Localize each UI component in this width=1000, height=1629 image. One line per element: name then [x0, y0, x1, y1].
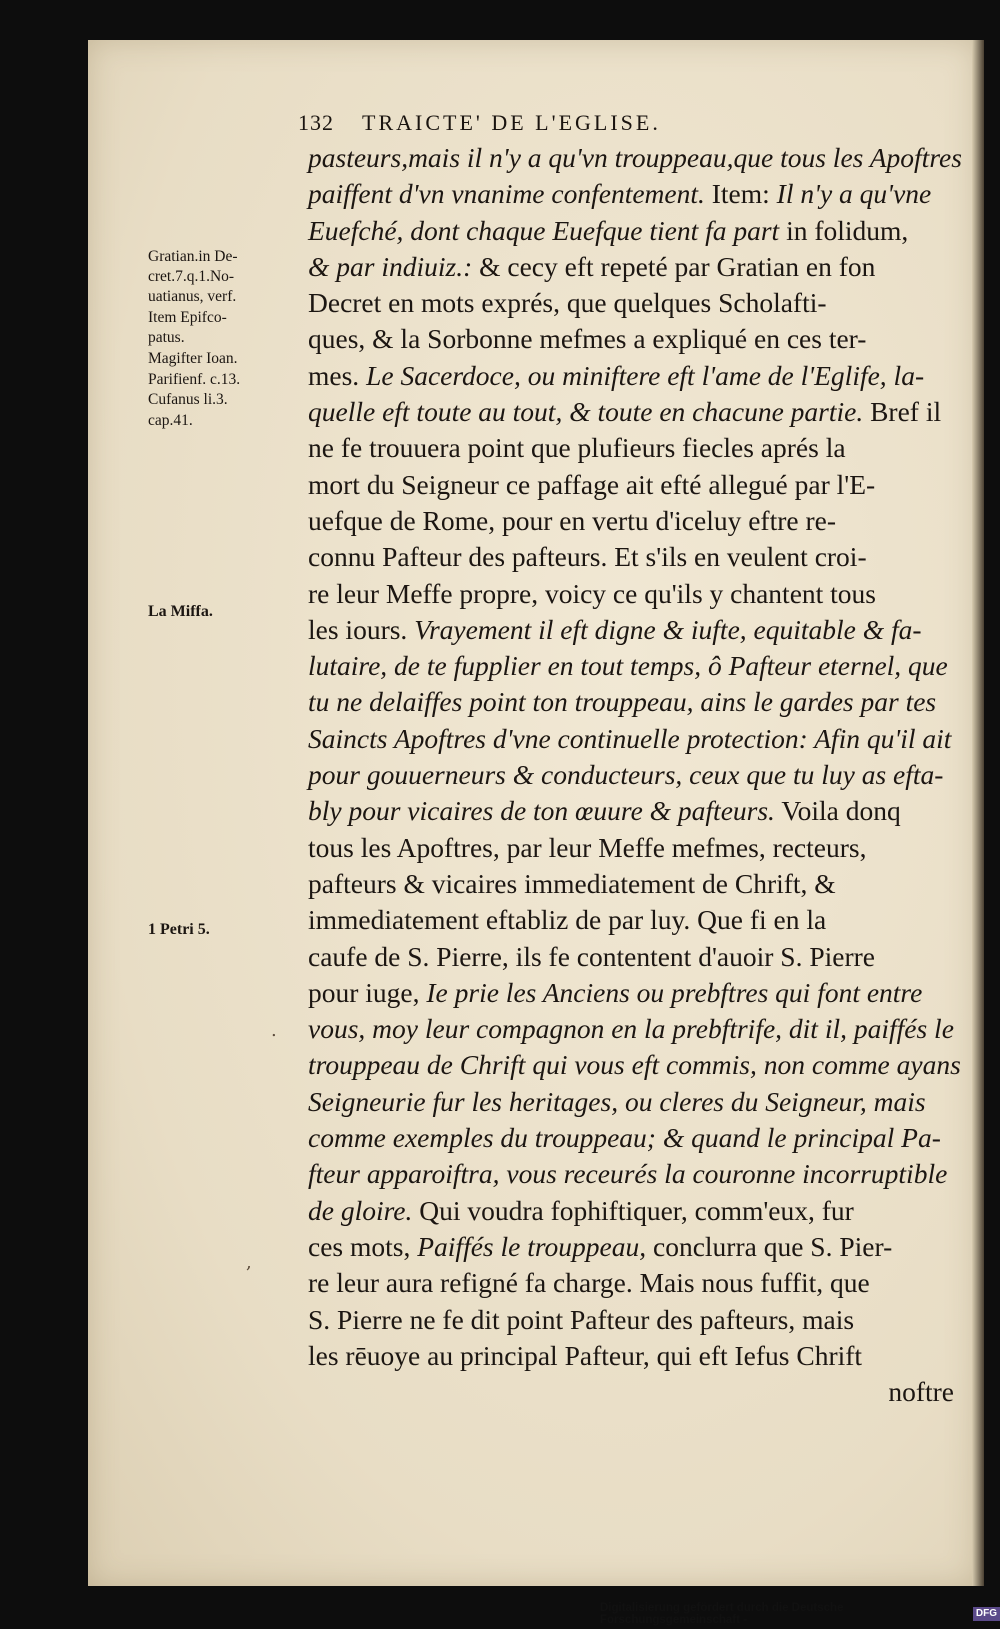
italic-text: de gloire. — [308, 1194, 413, 1226]
text-line — [308, 1265, 976, 1301]
margin-note: uatianus, verf. — [148, 288, 237, 305]
text-line — [308, 902, 976, 938]
roman-text: re leur aura refigné fa charge. Mais nous fuffit, que — [308, 1267, 870, 1299]
italic-text: Seigneurie fur les heritages, ou cleres du Seigneur, mais — [308, 1085, 926, 1117]
text-line — [308, 757, 976, 793]
italic-text: quelle eft toute au tout, & toute en chacune partie. — [308, 396, 864, 428]
italic-text: pour gouuerneurs & conducteurs, ceux que tu luy as efta- — [308, 759, 944, 791]
roman-text: Item: — [704, 178, 777, 210]
roman-text: pafteurs & vicaires immediatement de Chrift, & — [308, 867, 836, 899]
roman-text: immediatement eftabliz de par luy. Que fi en la — [308, 904, 827, 936]
text-line — [308, 975, 976, 1011]
running-header — [298, 110, 918, 136]
text-line — [308, 358, 976, 394]
text-line — [308, 1193, 976, 1229]
text-line — [308, 249, 976, 285]
italic-text: fteur apparoiftra, vous receurés la couronne incorruptible — [308, 1158, 948, 1190]
text-line — [308, 1374, 976, 1410]
italic-text: Saincts Apoftres d'vne continuelle protection: Afin qu'il ait — [308, 722, 952, 754]
text-line — [308, 1120, 976, 1156]
roman-text: ques, & la Sorbonne mefmes a expliqué en ces ter- — [308, 323, 867, 355]
text-line — [308, 467, 976, 503]
margin-note: Cufanus li.3. — [148, 391, 228, 408]
margin-note: Magifter Ioan. — [148, 350, 238, 367]
margin-note: La Miffa. — [148, 603, 213, 620]
italic-text: paiffent d'vn vnanime confentement. — [308, 178, 705, 210]
roman-text: connu Pafteur des pafteurs. Et s'ils en veulent croi- — [308, 541, 867, 573]
text-line — [308, 939, 976, 975]
margin-note: Parifienf. c.13. — [148, 371, 241, 388]
roman-text: Qui voudra fophiftiquer, comm'eux, fur — [412, 1194, 854, 1226]
dfg-logo: DFG — [973, 1607, 1000, 1621]
margin-note: cap.41. — [148, 412, 193, 429]
roman-text: S. Pierre ne fe dit point Pafteur des pafteurs, mais — [308, 1303, 855, 1335]
text-line — [308, 830, 976, 866]
text-line — [308, 503, 976, 539]
italic-text: vous, moy leur compagnon en la prebftrife, dit il, paiffés le — [308, 1013, 954, 1045]
italic-text: Il n'y a qu'vne — [776, 178, 932, 210]
roman-text: caufe de S. Pierre, ils fe contentent d'auoir S. Pierre — [308, 940, 875, 972]
book-page — [88, 40, 976, 1586]
roman-text: mes. — [308, 359, 367, 391]
text-line — [308, 866, 976, 902]
roman-text: & cecy eft repeté par Gratian en fon — [472, 250, 876, 282]
text-line — [308, 721, 976, 757]
text-line — [308, 539, 976, 575]
text-line — [308, 576, 976, 612]
ink-mark: , — [246, 1252, 252, 1273]
roman-text: mort du Seigneur ce paffage ait efté allegué par l'E- — [308, 468, 876, 500]
text-line — [308, 321, 976, 357]
italic-text: Le Sacerdoce, ou miniftere eft l'ame de l'Eglife, la- — [366, 359, 925, 391]
text-line — [308, 612, 976, 648]
ink-mark: . — [271, 1020, 277, 1041]
margin-note: Gratian.in De- — [148, 248, 238, 265]
text-line — [308, 1047, 976, 1083]
text-line — [308, 1302, 976, 1338]
roman-text: les iours. — [308, 613, 415, 645]
italic-text: trouppeau de Chrift qui vous eft commis, non comme ayans — [308, 1049, 961, 1081]
italic-text: tu ne delaiffes point ton trouppeau, ains le gardes par tes — [308, 686, 937, 718]
roman-text: Bref il — [863, 396, 942, 428]
italic-text: bly pour vicaires de ton œuure & pafteurs. — [308, 795, 775, 827]
text-line — [308, 648, 976, 684]
roman-text: noftre — [888, 1376, 954, 1408]
roman-text: pour iuge, — [308, 976, 427, 1008]
italic-text: Ie prie les Anciens ou prebftres qui font entre — [426, 976, 923, 1008]
margin-note: Item Epifco- — [148, 309, 227, 326]
italic-text: Euefché, dont chaque Euefque tient fa part — [308, 214, 780, 246]
margin-note: cret.7.q.1.No- — [148, 268, 235, 285]
text-line — [308, 1156, 976, 1192]
text-line — [308, 430, 976, 466]
text-line — [308, 394, 976, 430]
roman-text: ne fe trouuera point que plufieurs fiecles aprés la — [308, 432, 846, 464]
italic-text: Paiffés le trouppeau, — [417, 1230, 647, 1262]
text-line — [308, 1084, 976, 1120]
text-line — [308, 793, 976, 829]
text-line — [308, 213, 976, 249]
text-line — [308, 684, 976, 720]
italic-text: & par indiuiz.: — [308, 250, 473, 282]
margin-note: patus. — [148, 329, 185, 346]
roman-text: re leur Meffe propre, voicy ce qu'ils y chantent tous — [308, 577, 877, 609]
roman-text: Voila donq — [774, 795, 901, 827]
page-number: 132 — [298, 110, 334, 135]
text-line — [308, 1229, 976, 1265]
text-line — [308, 1338, 976, 1374]
text-line — [308, 1011, 976, 1047]
roman-text: les rēuoye au principal Pafteur, qui eft Iefus Chrift — [308, 1339, 863, 1371]
text-line — [308, 285, 976, 321]
italic-text: comme exemples du trouppeau; & quand le principal Pa- — [308, 1122, 941, 1154]
italic-text: lutaire, de te fupplier en tout temps, ô Pafteur eternel, que — [308, 650, 948, 682]
roman-text: conclurra que S. Pier- — [646, 1230, 893, 1262]
digitization-credit — [600, 1603, 1000, 1625]
text-line — [308, 176, 976, 212]
roman-text: ces mots, — [308, 1230, 418, 1262]
margin-note: 1 Petri 5. — [148, 921, 210, 938]
italic-text: pasteurs,mais il n'y a qu'vn trouppeau,que tous les Apoftres — [308, 142, 962, 173]
credit-text: Digitalisierung gefördert durch die Deutsche Forschungsgemeinschaft - — [600, 1602, 844, 1626]
roman-text: Decret en mots exprés, que quelques Scholafti- — [308, 287, 827, 319]
text-line — [308, 140, 976, 176]
italic-text: Vrayement il eft digne & iufte, equitable & fa- — [414, 613, 922, 645]
body-text — [308, 140, 976, 1410]
roman-text: uefque de Rome, pour en vertu d'iceluy eftre re- — [308, 504, 836, 536]
roman-text: tous les Apoftres, par leur Meffe mefmes, recteurs, — [308, 831, 867, 863]
running-title: TRAICTE' DE L'EGLISE. — [362, 110, 661, 135]
roman-text: in folidum, — [779, 214, 909, 246]
